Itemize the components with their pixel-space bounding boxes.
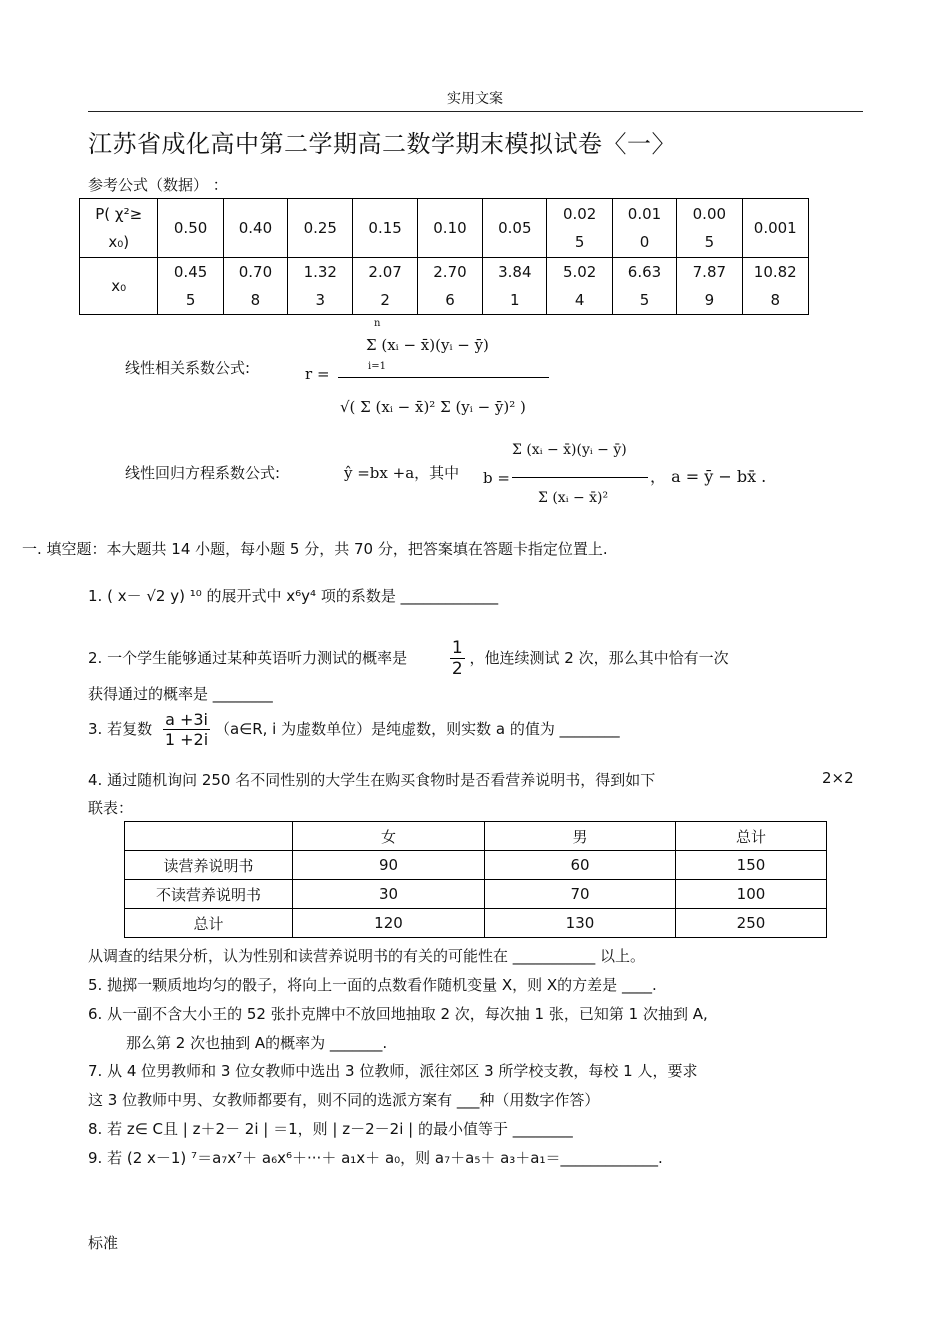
regression-equation: ŷ =bx +a，其中 xyxy=(344,464,460,482)
header-cell: 男 xyxy=(485,822,676,851)
table-cell: 0.70 8 xyxy=(223,258,287,315)
table-cell: 0.02 5 xyxy=(547,199,612,258)
table-cell: 10.82 8 xyxy=(742,258,808,315)
fraction-bar xyxy=(512,477,648,478)
table-cell: 250 xyxy=(676,909,827,938)
table-cell: 0.01 0 xyxy=(612,199,676,258)
question-9: 9. 若 (2 x－1) ⁷＝a₇x⁷＋ a₆x⁶＋···＋ a₁x＋ a₀，则 a₇＋a₅＋ a₃＋a₁＝_____________. xyxy=(88,1149,663,1167)
table-cell: 读营养说明书 xyxy=(125,851,293,880)
table-cell: 不读营养说明书 xyxy=(125,880,293,909)
reference-label: 参考公式（数据） ： xyxy=(88,176,228,194)
table-cell: 0.00 5 xyxy=(677,199,742,258)
table-cell: 0.05 xyxy=(483,199,547,258)
table-cell: 90 xyxy=(293,851,485,880)
regression-b: b = xyxy=(483,469,510,487)
correlation-r: r = xyxy=(305,365,330,383)
question-4: 4. 通过随机询问 250 名不同性别的大学生在购买食物时是否看营养说明书，得到如下 xyxy=(88,771,656,789)
question-7: 7. 从 4 位男教师和 3 位女教师中选出 3 位教师，派往郊区 3 所学校支教，每校 1 人，要求 xyxy=(88,1062,698,1080)
question-2-cont: 获得通过的概率是 ________ xyxy=(88,685,273,703)
page-footer: 标准 xyxy=(88,1234,119,1252)
page-title: 江苏省成化高中第二学期高二数学期末模拟试卷〈一〉 xyxy=(88,130,676,158)
contingency-table xyxy=(124,821,827,938)
regression-numerator: Σ (xᵢ − x̄)(yᵢ − ȳ) xyxy=(512,442,627,458)
row-label: P( χ²≥ x₀) xyxy=(80,199,158,258)
table-cell: 6.63 5 xyxy=(612,258,676,315)
question-5: 5. 抛掷一颗质地均匀的骰子，将向上一面的点数看作随机变量 X，则 X的方差是 ____. xyxy=(88,976,657,994)
header-cell xyxy=(125,822,293,851)
table-cell: 120 xyxy=(293,909,485,938)
question-text: ，他连续测试 2 次，那么其中恰有一次 xyxy=(469,649,729,667)
header-rule xyxy=(88,111,863,112)
question-2 xyxy=(88,638,729,679)
table-cell: 0.40 xyxy=(223,199,287,258)
probability-row xyxy=(80,199,809,258)
critical-value-row xyxy=(80,258,809,315)
table-cell: 70 xyxy=(485,880,676,909)
table-row xyxy=(125,851,827,880)
table-row xyxy=(125,909,827,938)
question-7-cont: 这 3 位教师中男、女教师都要有，则不同的选派方案有 ___种（用数字作答） xyxy=(88,1091,600,1109)
table-cell: 0.50 xyxy=(158,199,223,258)
correlation-denominator: √( Σ (xᵢ − x̄)² Σ (yᵢ − ȳ)² ) xyxy=(340,398,526,416)
regression-denominator: Σ (xᵢ − x̄)² xyxy=(538,490,609,506)
question-4-after: 从调查的结果分析，认为性别和读营养说明书的有关的可能性在 ___________ 以上。 xyxy=(88,947,646,965)
table-cell: 60 xyxy=(485,851,676,880)
question-6: 6. 从一副不含大小王的 52 张扑克牌中不放回地抽取 2 次，每次抽 1 张，已知第 1 次抽到 A, xyxy=(88,1005,708,1023)
fraction-bar xyxy=(338,377,549,378)
table-cell: 0.25 xyxy=(288,199,353,258)
question-6-cont: 那么第 2 次也抽到 A的概率为 _______. xyxy=(126,1034,388,1052)
table-cell: 3.84 1 xyxy=(483,258,547,315)
correlation-numerator: Σ (xᵢ − x̄)(yᵢ − ȳ) xyxy=(366,336,489,354)
table-cell: 2.07 2 xyxy=(353,258,417,315)
sum-lower: i=1 xyxy=(368,361,386,372)
table-header-row xyxy=(125,822,827,851)
table-cell: 1.32 3 xyxy=(288,258,353,315)
table-cell: 30 xyxy=(293,880,485,909)
table-cell: 130 xyxy=(485,909,676,938)
question-text: （a∈R, i 为虚数单位）是纯虚数，则实数 a 的值为 ________ xyxy=(214,720,620,738)
question-4-2x2: 2×2 xyxy=(822,769,854,787)
question-text: 2. 一个学生能够通过某种英语听力测试的概率是 xyxy=(88,649,408,667)
table-cell: 0.10 xyxy=(417,199,482,258)
table-cell: 100 xyxy=(676,880,827,909)
probability-table xyxy=(79,198,809,315)
question-3 xyxy=(88,710,620,749)
section-heading: 一. 填空题：本大题共 14 小题，每小题 5 分，共 70 分，把答案填在答题卡指定位置上. xyxy=(22,540,608,558)
table-cell: 7.87 9 xyxy=(677,258,742,315)
question-8: 8. 若 z∈ C且 | z＋2－ 2i | ＝1，则 | z－2－2i | 的最小值等于 ________ xyxy=(88,1120,573,1138)
regression-a: ， a = ȳ − bx̄ . xyxy=(650,467,767,486)
page-header: 实用文案 xyxy=(447,91,503,107)
question-1: 1. ( x－ √2 y) ¹⁰ 的展开式中 x⁶y⁴ 项的系数是 _____________ xyxy=(88,587,499,605)
row-label: x₀ xyxy=(80,258,158,315)
regression-label: 线性回归方程系数公式: xyxy=(125,464,281,482)
table-cell: 0.15 xyxy=(353,199,417,258)
question-text: 3. 若复数 xyxy=(88,720,153,738)
table-cell: 0.45 5 xyxy=(158,258,223,315)
correlation-label: 线性相关系数公式: xyxy=(125,359,251,377)
header-cell: 总计 xyxy=(676,822,827,851)
fraction: $\frac{1}{2}$ xyxy=(451,638,463,679)
table-cell: 0.001 xyxy=(742,199,808,258)
table-cell: 总计 xyxy=(125,909,293,938)
question-4-cont: 联表： xyxy=(88,799,134,817)
table-cell: 150 xyxy=(676,851,827,880)
table-row xyxy=(125,880,827,909)
header-cell: 女 xyxy=(293,822,485,851)
fraction: $\frac{a +3i}{1 +2i}$ xyxy=(164,710,209,749)
table-cell: 2.70 6 xyxy=(417,258,482,315)
table-cell: 5.02 4 xyxy=(547,258,612,315)
sum-upper: n xyxy=(374,318,381,329)
